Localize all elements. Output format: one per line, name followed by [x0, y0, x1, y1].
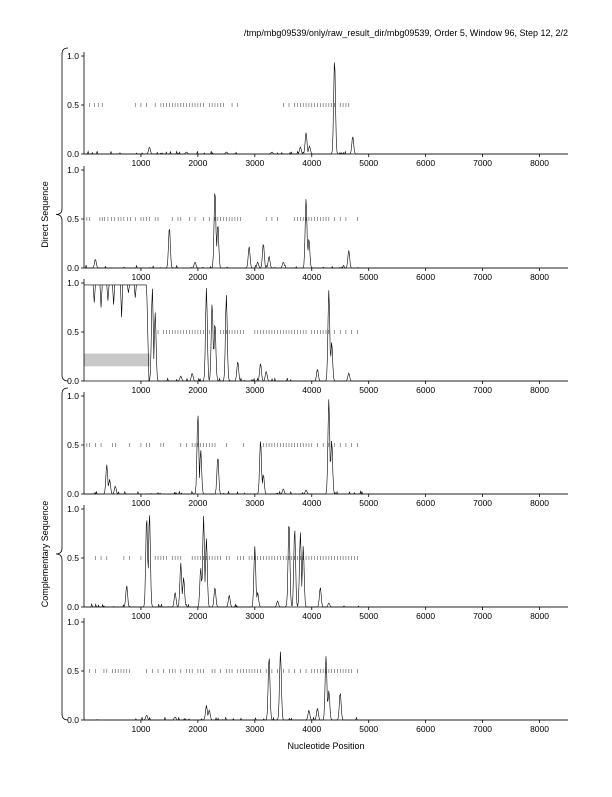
x-tick-label: 7000 [473, 611, 493, 621]
plateau-dip [100, 285, 102, 308]
x-tick-label: 4000 [302, 158, 322, 168]
panel-3 [67, 278, 568, 395]
x-tick-label: 1000 [131, 272, 151, 282]
y-tick-label: 0.5 [67, 440, 79, 450]
x-axis-label: Nucleotide Position [287, 741, 365, 751]
y-tick-label: 0.5 [67, 100, 79, 110]
y-tick-label: 0.0 [67, 149, 79, 159]
x-tick-label: 5000 [359, 498, 379, 508]
x-tick-label: 6000 [416, 498, 436, 508]
x-tick-label: 4000 [302, 498, 322, 508]
series-line [84, 194, 568, 268]
x-tick-label: 4000 [302, 724, 322, 734]
x-tick-label: 1000 [131, 611, 151, 621]
panel-1 [67, 51, 568, 168]
x-tick-label: 7000 [473, 158, 493, 168]
x-tick-label: 5000 [359, 272, 379, 282]
x-tick-label: 4000 [302, 611, 322, 621]
x-tick-label: 3000 [245, 385, 265, 395]
x-tick-label: 2000 [188, 498, 208, 508]
x-tick-label: 8000 [530, 498, 549, 508]
y-tick-label: 0.0 [67, 376, 79, 386]
x-tick-label: 3000 [245, 272, 265, 282]
x-tick-label: 6000 [416, 158, 436, 168]
x-tick-label: 8000 [530, 611, 549, 621]
series-line [84, 62, 568, 154]
panel-4 [67, 391, 568, 508]
x-tick-label: 1000 [131, 158, 151, 168]
x-tick-label: 5000 [359, 158, 379, 168]
plateau-dip [93, 285, 95, 303]
panel-2 [67, 165, 568, 282]
x-tick-label: 6000 [416, 385, 436, 395]
x-tick-label: 7000 [473, 724, 493, 734]
x-tick-label: 3000 [245, 498, 265, 508]
x-tick-label: 6000 [416, 724, 436, 734]
x-tick-label: 4000 [302, 385, 322, 395]
y-tick-label: 0.5 [67, 666, 79, 676]
y-tick-label: 1.0 [67, 165, 79, 175]
panels [67, 51, 568, 734]
panel-6 [67, 617, 568, 734]
x-tick-label: 1000 [131, 724, 151, 734]
y-tick-label: 0.5 [67, 214, 79, 224]
x-tick-label: 3000 [245, 611, 265, 621]
x-tick-label: 7000 [473, 272, 493, 282]
x-tick-label: 3000 [245, 158, 265, 168]
x-tick-label: 2000 [188, 385, 208, 395]
x-tick-label: 4000 [302, 272, 322, 282]
y-tick-label: 1.0 [67, 504, 79, 514]
direct-sequence-label: Direct Sequence [40, 181, 50, 248]
x-tick-label: 5000 [359, 724, 379, 734]
chart-title: /tmp/mbg09539/only/raw_result_dir/mbg09539, Order 5, Window 96, Step 12, 2/2 [243, 28, 568, 38]
y-tick-label: 1.0 [67, 617, 79, 627]
x-tick-label: 5000 [359, 611, 379, 621]
y-tick-label: 0.0 [67, 489, 79, 499]
y-tick-label: 1.0 [67, 51, 79, 61]
series-line [84, 652, 568, 720]
plateau-dip [127, 285, 129, 293]
plateau-dip [112, 285, 114, 305]
x-tick-label: 2000 [188, 158, 208, 168]
x-tick-label: 3000 [245, 724, 265, 734]
series-line [84, 515, 568, 607]
plateau-dip [107, 285, 109, 301]
x-tick-label: 7000 [473, 385, 493, 395]
y-tick-label: 0.0 [67, 263, 79, 273]
y-tick-label: 0.0 [67, 602, 79, 612]
complementary-sequence-label: Complementary Sequence [40, 500, 50, 608]
x-tick-label: 1000 [131, 498, 151, 508]
y-tick-label: 0.5 [67, 327, 79, 337]
x-tick-label: 7000 [473, 498, 493, 508]
x-tick-label: 6000 [416, 611, 436, 621]
y-tick-label: 0.0 [67, 715, 79, 725]
panel-5 [67, 504, 568, 621]
x-tick-label: 8000 [530, 272, 549, 282]
shaded-region [84, 354, 149, 367]
series-line [84, 399, 568, 494]
y-tick-label: 1.0 [67, 278, 79, 288]
group-labels [40, 48, 68, 720]
x-tick-label: 8000 [530, 385, 549, 395]
plateau-dip [134, 285, 136, 298]
x-tick-label: 2000 [188, 272, 208, 282]
x-tick-label: 2000 [188, 724, 208, 734]
x-tick-label: 1000 [131, 385, 151, 395]
y-tick-label: 1.0 [67, 391, 79, 401]
x-tick-label: 8000 [530, 724, 549, 734]
y-tick-label: 0.5 [67, 553, 79, 563]
x-tick-label: 6000 [416, 272, 436, 282]
x-tick-label: 8000 [530, 158, 549, 168]
plateau-dip [120, 285, 122, 317]
x-tick-label: 2000 [188, 611, 208, 621]
x-tick-label: 5000 [359, 385, 379, 395]
